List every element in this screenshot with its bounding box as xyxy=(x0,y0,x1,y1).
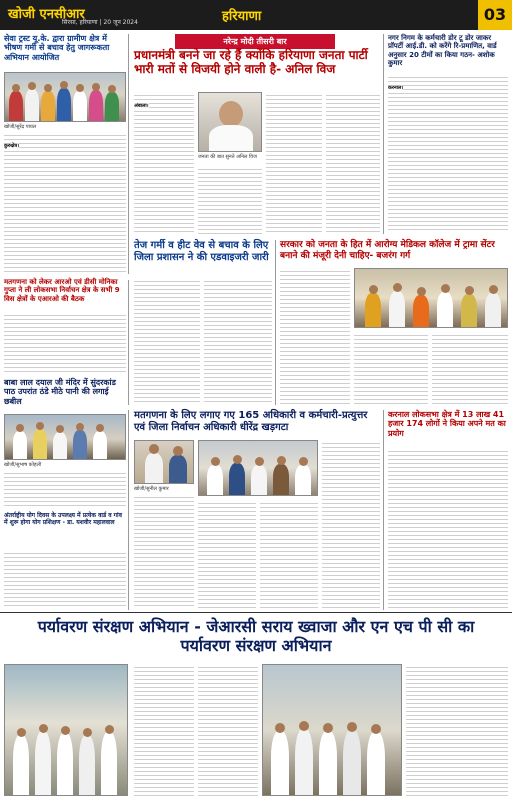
story-photo xyxy=(4,664,128,796)
lead-headline: प्रधानमंत्री बनने जा रहे हैं क्योंकि हरियाणा जनता पार्टी भारी मतों से विजयी होने वाली है- अनिल विज xyxy=(134,48,368,77)
story-body xyxy=(198,664,258,796)
story-headline: मतगणना को लेकर आरओ एवं डीसी मोनिका गुप्ता ने ली लोकसभा निर्वाचन क्षेत्र के सभी 9 विस क्षेत्रों के एआरओ की बैठक xyxy=(4,278,120,303)
story-body xyxy=(198,166,262,234)
story-body xyxy=(204,278,272,404)
story-headline: सेवा ट्रस्ट यू.के. द्वारा ग्रामीण क्षेत्र में भीषण गर्मी से बचाव हेतु जागरूकता अभियान आयोजित xyxy=(4,34,110,62)
section-title: हरियाणा xyxy=(222,9,262,24)
story-headline: मतगणना के लिए लगाए गए 165 अधिकारी व कर्मचारी-प्रत्युत्तर एवं जिला निर्वाचन अधिकारी धीरेंद्र खड़गटा xyxy=(134,410,368,433)
story-body xyxy=(432,332,508,404)
column-divider xyxy=(128,410,129,610)
photo-caption: खोजी/सुनील कुमार xyxy=(134,486,169,492)
story-body xyxy=(260,500,318,608)
story-body xyxy=(134,92,194,234)
story-body xyxy=(326,92,380,234)
masthead xyxy=(0,0,512,30)
headline-kicker: नरेन्द्र मोदी तीसरी बार xyxy=(175,34,335,49)
banner-headline: पर्यावरण संरक्षण अभियान - जेआरसी सराय ख्वाजा और एन एच पी सी का पर्यावरण संरक्षण अभियान xyxy=(37,617,475,655)
story-photo xyxy=(4,72,126,122)
story-body xyxy=(4,312,126,372)
story-photo xyxy=(354,268,508,328)
story-headline: करनाल लोकसभा क्षेत्र में 13 लाख 41 हजार 174 लोगों ने किया अपने मत का प्रयोग xyxy=(388,410,506,438)
story-body xyxy=(134,278,200,404)
story-body xyxy=(388,74,508,232)
story-body xyxy=(4,132,126,272)
story-body xyxy=(266,92,322,234)
story-headline: नगर निगम के कर्मचारी डोर टू डोर जाकर प्रॉपर्टी आई.डी. को करेंगे रि-प्रमाणित, वार्ड अनुसार 20 टीमों का किया गठन- अशोक कुमार xyxy=(388,34,497,67)
story-body xyxy=(134,664,194,796)
story-photo xyxy=(262,664,402,796)
newspaper-logo: खोजी एनसीआर xyxy=(8,7,85,22)
story-photo xyxy=(134,440,194,484)
story-headline: तेज गर्मी व हीट वेव से बचाव के लिए जिला प्रशासन ने की एडवाइजरी जारी xyxy=(134,240,269,263)
column-divider xyxy=(128,34,129,274)
story-body xyxy=(354,332,428,404)
column-divider xyxy=(128,280,129,405)
dateline: कुरुक्षेत्र। xyxy=(4,143,20,149)
edition-line: सिरसा, हरियाणा | 20 जून 2024 xyxy=(62,19,138,26)
column-divider xyxy=(275,240,276,405)
story-headline: अंतर्राष्ट्रीय योग दिवस के उपलक्ष्य में प्रत्येक वार्ड व गांव में शुरू होगा योग प्रशिक्षण - डा. यशवीर महालवाल xyxy=(4,512,122,527)
story-photo xyxy=(4,414,126,460)
page-number: 03 xyxy=(478,0,512,30)
story-headline: बाबा लाल दयाल जी मंदिर में सुंदरकांड पाठ उपरांत ठंडे मीठे पानी की लगाई छबील xyxy=(4,378,116,406)
dateline: करनाल। xyxy=(388,85,404,91)
story-body xyxy=(134,494,194,608)
story-body xyxy=(4,550,126,608)
column-divider xyxy=(383,34,384,234)
story-body xyxy=(280,268,350,404)
photo-caption: खोजी/सुभाष कोहली xyxy=(4,462,42,468)
column-divider xyxy=(383,410,384,610)
story-body xyxy=(322,440,380,608)
story-headline: सरकार को जनता के हित में आरोग्य मेडिकल कॉलेज में ट्रामा सेंटर बनाने की मंजूरी देनी चाहिए- बजरंग गर्ग xyxy=(280,240,495,261)
portrait-photo xyxy=(198,92,262,152)
story-body xyxy=(198,500,256,608)
dateline: अंबाला। xyxy=(134,103,149,109)
photo-caption: खोजी/सुरेंद्र पायल xyxy=(4,124,37,130)
story-photo xyxy=(198,440,318,496)
section-divider xyxy=(0,612,512,613)
story-body xyxy=(406,664,508,796)
story-body xyxy=(4,470,126,508)
photo-caption: जनता की बात सुनते अनिल विज xyxy=(198,154,257,160)
story-body xyxy=(388,448,508,608)
